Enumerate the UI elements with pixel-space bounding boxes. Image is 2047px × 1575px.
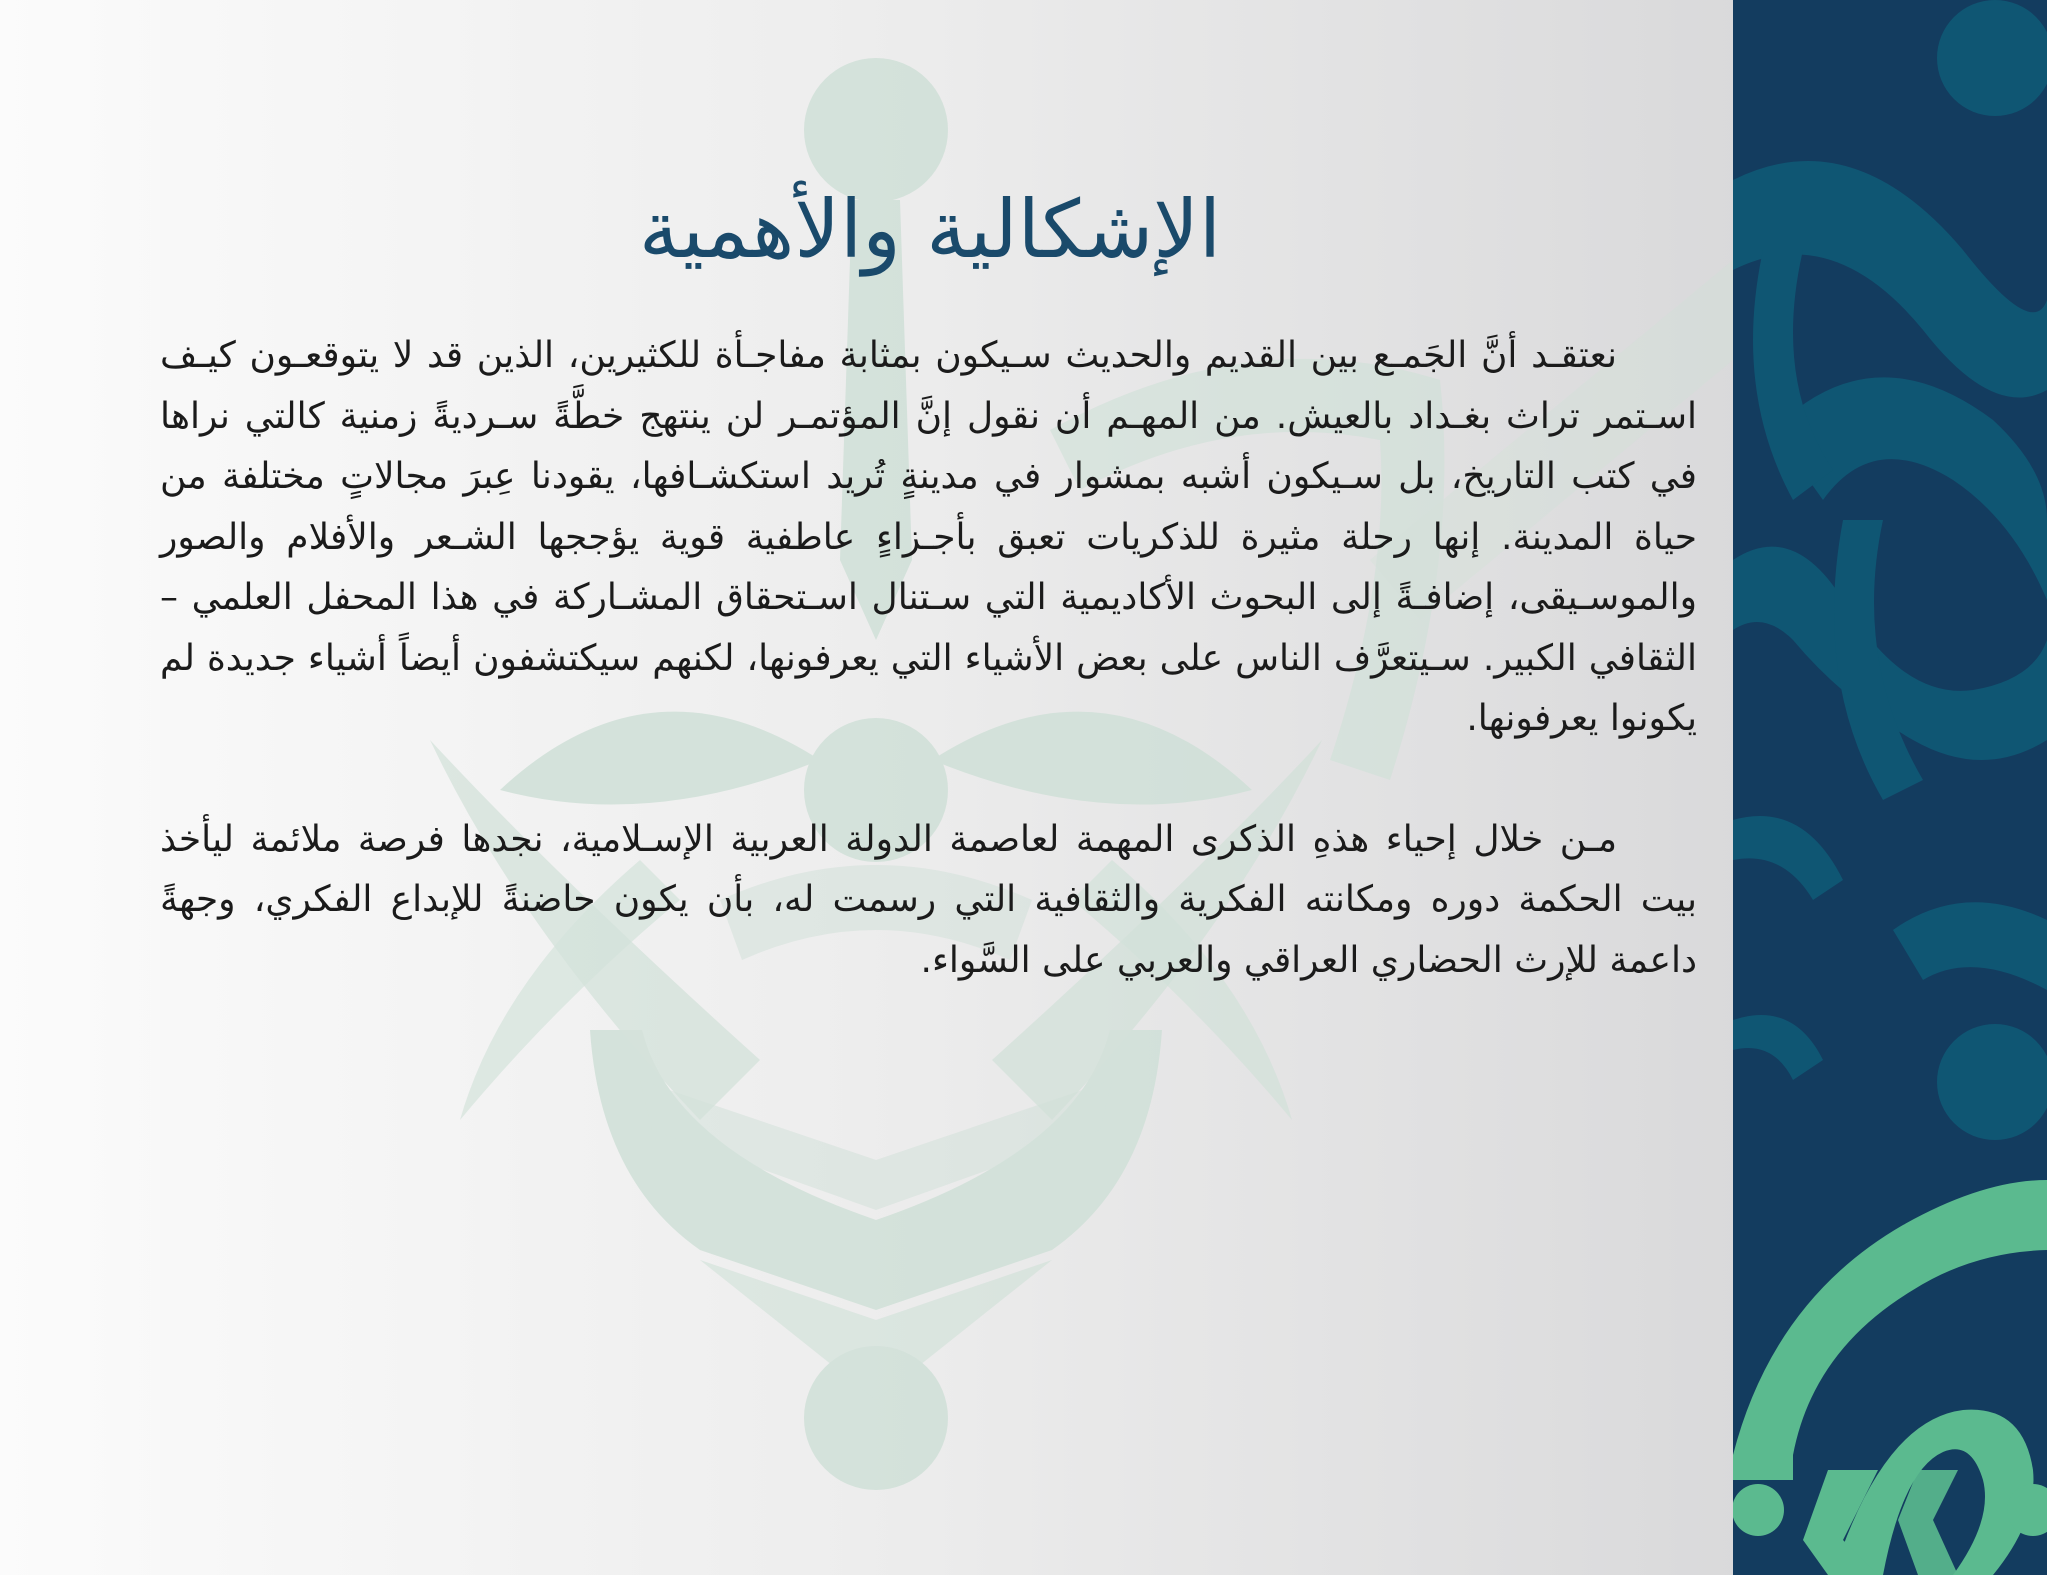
page-title: الإشكالية والأهمية: [638, 183, 1222, 276]
paragraph-2: مـن خلال إحياء هذهِ الذكرى المهمة لعاصمة الدولة العربية الإسـلامية، نجدها فرصة ملائمة ليأخذ بيت الحكمة دوره ومكانته الفكرية والثقافية التي رسمت له، بأن يكون حاضنةً للإبداع الفكري، وجهةً داعمة للإرث الحضاري العراقي والعربي على السَّواء.: [160, 818, 1697, 981]
body-text: [160, 326, 1697, 991]
calligraphy-pattern-panel: [1733, 0, 2047, 1575]
paragraph-1: نعتقـد أنَّ الجَمـع بين القديم والحديث سـيكون بمثابة مفاجـأة للكثيرين، الذين قد لا يتوقعـون كيـف اسـتمر تراث بغـداد بالعيش. من المهـم أن نقول إنَّ المؤتمـر لن ينتهج خطَّةً سـرديةً زمنية كالتي نراها في كتب التاريخ، بل سـيكون أشبه بمشوار في مدينةٍ تُريد استكشـافها، يقودنا عِبرَ مجالاتٍ مختلفة من حياة المدينة. إنها رحلة مثيرة للذكريات تعبق بأجـزاءٍ عاطفية قوية يؤججها الشـعر والأفلام والصور والموسـيقى، إضافـةً إلى البحوث الأكاديمية التي سـتنال اسـتحقاق المشـاركة في هذا المحفل العلمي – الثقافي الكبير. سـيتعرَّف الناس على بعض الأشياء التي يعرفونها، لكنهم سيكتشفون أيضاً أشياء جديدة لم يكونوا يعرفونها.: [160, 335, 1697, 739]
